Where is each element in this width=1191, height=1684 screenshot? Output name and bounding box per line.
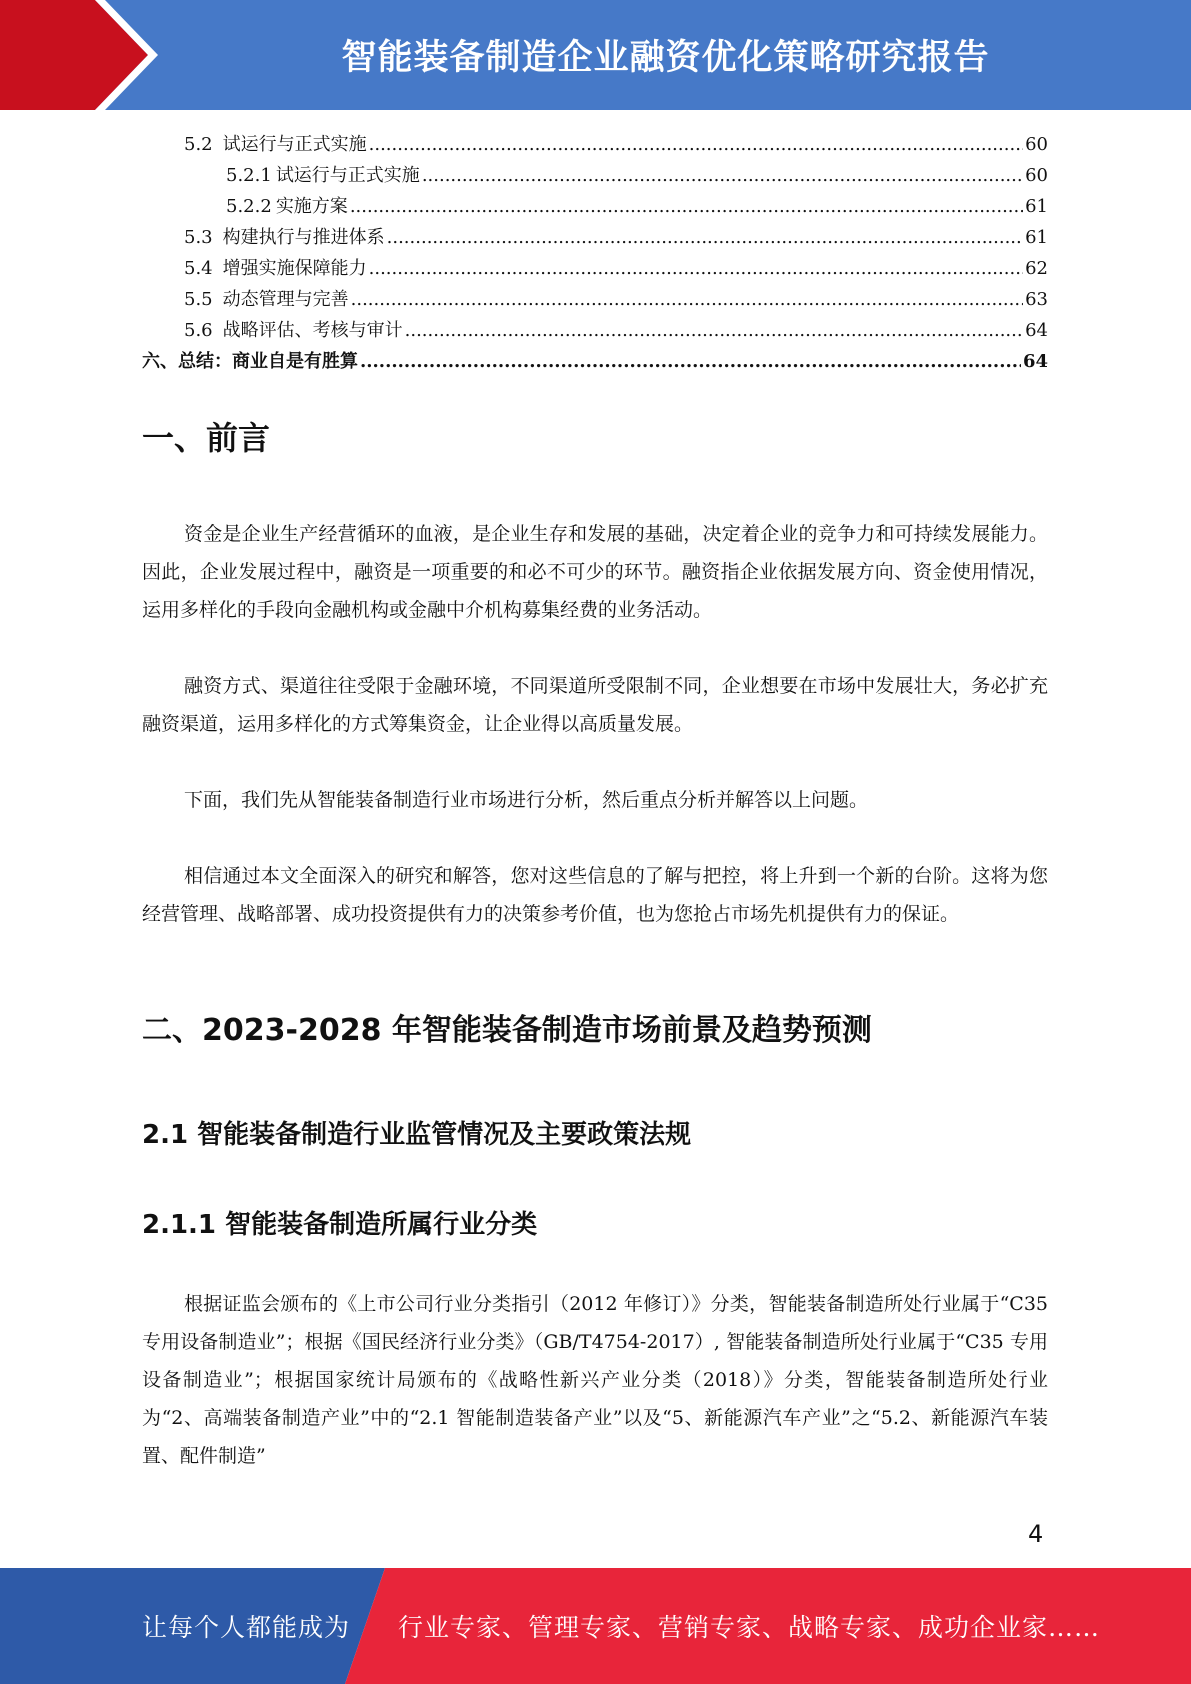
toc-entry[interactable]	[142, 347, 1048, 378]
toc-leader-dots	[351, 289, 1023, 310]
toc-leader-dots	[405, 320, 1023, 341]
toc-entry[interactable]	[142, 285, 1048, 316]
toc-entry-page: 60	[1025, 165, 1048, 186]
toc-entry[interactable]	[142, 254, 1048, 285]
red-chevron-decoration	[0, 0, 160, 110]
toc-entry-number: 5.6	[184, 320, 213, 341]
toc-leader-dots	[369, 134, 1023, 155]
paragraph: 下面，我们先从智能装备制造行业市场进行分析，然后重点分析并解答以上问题。	[184, 789, 869, 811]
toc-entry[interactable]	[142, 130, 1048, 161]
toc-entry-number: 5.2.2	[226, 196, 272, 217]
toc-entry[interactable]	[142, 316, 1048, 347]
toc-entry-page: 63	[1025, 289, 1048, 310]
toc-entry-number: 5.2.1	[226, 165, 272, 186]
toc-entry-page: 61	[1025, 227, 1048, 248]
toc-leader-dots	[422, 165, 1023, 186]
section-title-2: 二、2023-2028 年智能装备制造市场前景及趋势预测	[142, 1013, 872, 1048]
paragraph: 相信通过本文全面深入的研究和解答，您对这些信息的了解与把控，将上升到一个新的台阶。这将为您经营管理、战略部署、成功投资提供有力的决策参考价值，也为您抢占市场先机提供有力的保证。	[142, 865, 1048, 925]
paragraph: 融资方式、渠道往往受限于金融环境，不同渠道所受限制不同，企业想要在市场中发展壮大，务必扩充融资渠道，运用多样化的方式筹集资金，让企业得以高质量发展。	[142, 675, 1048, 735]
toc-entry-page: 64	[1025, 320, 1048, 341]
page-footer	[0, 1568, 1191, 1684]
toc-entry-title: 实施方案	[275, 196, 348, 217]
report-title: 智能装备制造企业融资优化策略研究报告	[341, 38, 990, 78]
toc-entry-title: 战略评估、考核与审计	[222, 320, 403, 341]
toc-entry-title: 试运行与正式实施	[275, 165, 420, 186]
toc-entry-title: 六、总结：商业自是有胜算	[142, 351, 358, 372]
toc-entry-page: 60	[1025, 134, 1048, 155]
paragraph: 资金是企业生产经营循环的血液，是企业生存和发展的基础，决定着企业的竞争力和可持续发展能力。因此，企业发展过程中，融资是一项重要的和必不可少的环节。融资指企业依据发展方向、资金使用情况，运用多样化的手段向金融机构或金融中介机构募集经费的业务活动。	[142, 523, 1048, 621]
toc-entry-page: 64	[1022, 351, 1048, 372]
paragraph: 根据证监会颁布的《上市公司行业分类指引（2012 年修订）》分类，智能装备制造所处行业属于“C35 专用设备制造业”；根据《国民经济行业分类》（GB/T4754-2017）, 智能装备制造所处行业属于“C35 专用设备制造业”；根据国家统计局颁布的《战略性新兴产业分类（2018）》分类，智能装备制造所处行业为“2、高端装备制造产业”中的“2.1 智能制造装备产业”以及“5、新能源汽车产业”之“5.2、新能源汽车装置、配件制造”	[142, 1293, 1048, 1467]
toc-entry-page: 61	[1025, 196, 1048, 217]
toc-leader-dots	[387, 227, 1023, 248]
table-of-contents	[142, 130, 1048, 378]
toc-leader-dots	[369, 258, 1023, 279]
toc-entry[interactable]	[142, 192, 1048, 223]
subsection-title-2-1-1: 2.1.1 智能装备制造所属行业分类	[142, 1210, 538, 1240]
page-number: 4	[1028, 1520, 1044, 1548]
toc-entry-page: 62	[1025, 258, 1048, 279]
toc-leader-dots	[350, 196, 1023, 217]
toc-leader-dots	[360, 351, 1021, 372]
toc-entry-title: 构建执行与推进体系	[222, 227, 385, 248]
toc-entry-number: 5.5	[184, 289, 213, 310]
toc-entry-number: 5.2	[184, 134, 213, 155]
footer-slogan-left: 让每个人都能成为	[142, 1613, 351, 1642]
toc-entry-number: 5.4	[184, 258, 213, 279]
subsection-title-2-1: 2.1 智能装备制造行业监管情况及主要政策法规	[142, 1120, 692, 1150]
toc-entry[interactable]	[142, 223, 1048, 254]
toc-entry-title: 试运行与正式实施	[222, 134, 367, 155]
toc-entry-number: 5.3	[184, 227, 213, 248]
section-title-preface: 一、前言	[142, 419, 271, 457]
toc-entry[interactable]	[142, 161, 1048, 192]
page-header	[0, 0, 1191, 110]
toc-entry-title: 动态管理与完善	[222, 289, 349, 310]
toc-entry-title: 增强实施保障能力	[222, 258, 367, 279]
footer-slogan-right: 行业专家、管理专家、营销专家、战略专家、成功企业家……	[398, 1613, 1101, 1642]
